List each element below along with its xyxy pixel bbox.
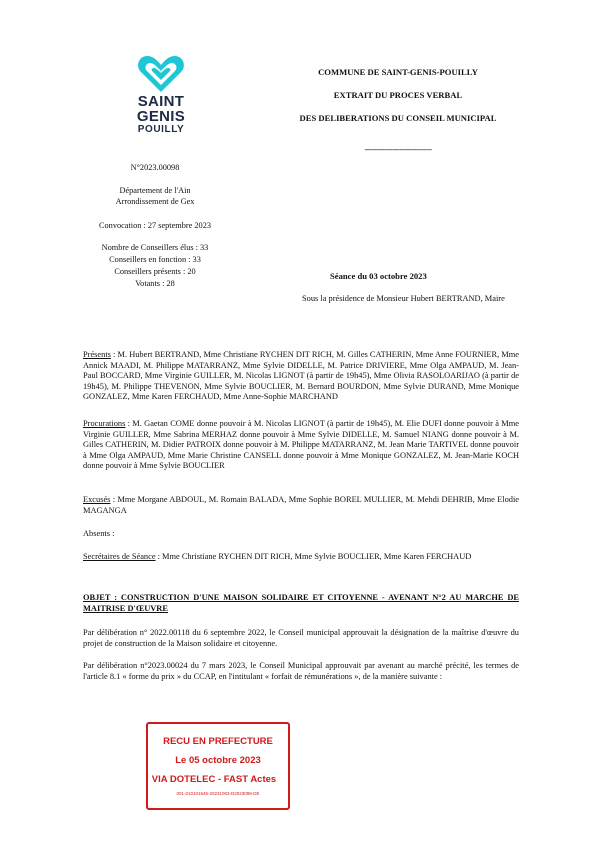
convocation-date: Convocation : 27 septembre 2023	[99, 221, 211, 230]
stamp-line-via: VIA DOTELEC - FAST Actes	[151, 774, 277, 785]
deliberations-title: DES DELIBERATIONS DU CONSEIL MUNICIPAL	[299, 113, 497, 123]
deliberation-number: N°2023.00098	[130, 163, 180, 172]
secretaires-paragraph	[83, 552, 519, 563]
logo-line-saint: SAINT	[137, 93, 185, 110]
excuses-paragraph	[83, 495, 519, 516]
objet-heading: OBJET : CONSTRUCTION D'UNE MAISON SOLIDAIRE ET CITOYENNE - AVENANT N°2 AU MARCHE DE MAITRISE D'ŒUVRE	[83, 593, 519, 613]
body-paragraph-2: Par délibération n°2023.00024 du 7 mars 2023, le Conseil Municipal approuvait par avenant au marché précité, les termes de l'article 8.1 « forme du prix » du CCAP, en l'intitulant « forfait de rémunérations », de la manière suivante :	[83, 661, 519, 681]
presents-paragraph	[83, 350, 519, 403]
excuses-label: Excusés	[83, 495, 111, 504]
procurations-label: Procurations	[83, 419, 126, 428]
heart-logo-icon	[135, 54, 187, 94]
conseillers-elus: Nombre de Conseillers élus : 33	[101, 243, 209, 252]
logo-line-genis: GENIS	[136, 108, 186, 125]
secretaires-text: : Mme Christiane RYCHEN DIT RICH, Mme Sylvie BOUCLIER, Mme Karen FERCHAUD	[155, 552, 472, 561]
prefecture-stamp	[146, 722, 290, 810]
body-paragraph-1: Par délibération n° 2022.00118 du 6 septembre 2022, le Conseil municipal approuvait la désignation de la maîtrise d'œuvre du projet de construction de la Maison solidaire et citoyenne.	[83, 628, 519, 648]
extrait-title: EXTRAIT DU PROCES VERBAL	[333, 90, 463, 100]
header-separator: -------------------------------	[364, 145, 432, 154]
procurations-paragraph	[83, 419, 519, 472]
arrondissement: Arrondissement de Gex	[115, 197, 195, 206]
seance-date: Séance du 03 octobre 2023	[330, 271, 427, 281]
stamp-line-date: Le 05 octobre 2023	[175, 755, 261, 766]
departement: Département de l'Ain	[119, 186, 191, 195]
commune-logo	[128, 54, 194, 144]
presents-text: : M. Hubert BERTRAND, Mme Christiane RYCHEN DIT RICH, M. Gilles CATHERIN, Mme Anne FOURNIER, Mme Annick MAADI, M. Philippe MATARRANZ, Mme Sylvie DIDELLE, M. Patrice DRIVIERE, Mme Olga AMPAUD, M. Jean-Paul BOCCARD, Mme Virginie GUILLER, M. Nicolas LIGNOT (à partir de 19h45), Mme Olivia RASOLOARIJAO (à partir de 19h45), M. Philippe THEVENON, Mme Sylvie BOUCLIER, M. Bernard BOURDON, Mme Sylvie DURAND, Mme Monique GONZALEZ, Mme Karen FERCHAUD, Mme Anne-Sophie MARCHAND	[83, 350, 519, 402]
commune-title: COMMUNE DE SAINT-GENIS-POUILLY	[318, 67, 478, 77]
absents-line: Absents :	[83, 529, 115, 538]
procurations-text: : M. Gaetan COME donne pouvoir à M. Nicolas LIGNOT (à partir de 19h45), M. Elie DUFI donne pouvoir à Mme Virginie GUILLER, Mme Sabrina MERHAZ donne pouvoir à Mme Sylvie DIDELLE, M. Samuel NIANG donne pouvoir à M. Gilles CATHERIN, M. Didier PATROIX donne pouvoir à M. Philippe MATARRANZ, M. Jean Marie TARTIVEL donne pouvoir à Mme Olga AMPAUD, Mme Marie Christine CANSELL donne pouvoir à Mme Monique GONZALEZ, M. Jean-Marie KOCH donne pouvoir à Mme Sylvie BOUCLIER	[83, 419, 519, 471]
seance-presidence: Sous la présidence de Monsieur Hubert BERTRAND, Maire	[302, 294, 505, 303]
secretaires-label: Secrétaires de Séance	[83, 552, 156, 561]
stamp-line-ref: 001-210101645-20231003-D2023098-DE	[176, 791, 260, 796]
logo-wordmark	[128, 94, 194, 135]
stamp-line-recu: RECU EN PREFECTURE	[163, 736, 273, 747]
conseillers-fonction: Conseillers en fonction : 33	[109, 255, 201, 264]
logo-line-pouilly: POUILLY	[137, 124, 185, 135]
excuses-text: : Mme Morgane ABDOUL, M. Romain BALADA, Mme Sophie BOREL MULLIER, M. Mehdi DEHRIB, Mme Elodie MAGANGA	[83, 495, 519, 515]
votants: Votants : 28	[135, 279, 175, 288]
conseillers-presents: Conseillers présents : 20	[114, 267, 196, 276]
presents-label: Présents	[83, 350, 111, 359]
